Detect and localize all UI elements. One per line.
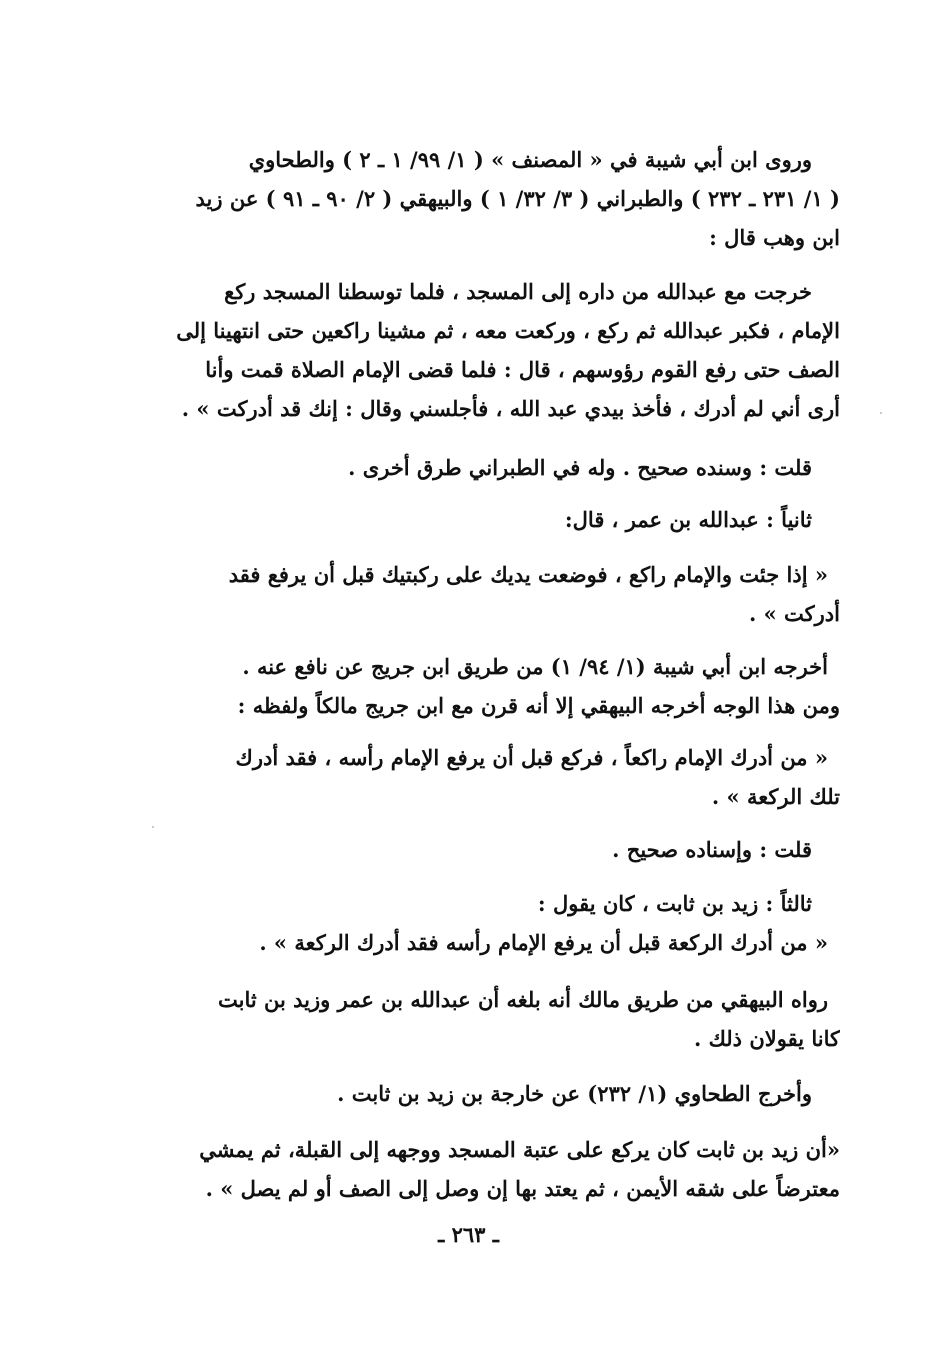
text-line: ثالثاً : زيد بن ثابت ، كان يقول : bbox=[537, 891, 812, 916]
text-line: الإمام ، فكبر عبدالله ثم ركع ، وركعت معه ، ثم مشينا راكعين حتى انتهينا إلى bbox=[176, 318, 840, 343]
text-line: قلت : وإسناده صحيح . bbox=[612, 837, 812, 862]
text-line: ثانياً : عبدالله بن عمر ، قال: bbox=[564, 507, 812, 532]
paragraph-6 bbox=[150, 647, 840, 725]
text-line: ابن وهب قال : bbox=[709, 225, 840, 250]
text-line: ( ١/ ٢٣١ ـ ٢٣٢ ) والطبراني ( ٣/ ٣٢/ ١ ) والبيهقي ( ٢/ ٩٠ ـ ٩١ ) عن زيد bbox=[195, 186, 840, 211]
text-line: « إذا جئت والإمام راكع ، فوضعت يديك على ركبتيك قبل أن يرفع فقد bbox=[228, 562, 828, 587]
paragraph-5 bbox=[150, 555, 840, 633]
text-line: رواه البيهقي من طريق مالك أنه بلغه أن عبدالله بن عمر وزيد بن ثابت bbox=[217, 987, 828, 1012]
paragraph-4 bbox=[150, 500, 840, 539]
text-line: تلك الركعة » . bbox=[711, 784, 840, 809]
text-line: وأخرج الطحاوي (١/ ٢٣٢) عن خارجة بن زيد بن ثابت . bbox=[337, 1081, 812, 1106]
scan-speck bbox=[152, 826, 154, 828]
paragraph-8 bbox=[150, 830, 840, 869]
text-line: الصف حتى رفع القوم رؤوسهم ، قال : فلما قضى الإمام الصلاة قمت وأنا bbox=[205, 357, 840, 382]
text-line: أدركت » . bbox=[748, 601, 840, 626]
paragraph-10 bbox=[150, 980, 840, 1058]
text-line: « من أدرك الإمام راكعاً ، فركع قبل أن يرفع الإمام رأسه ، فقد أدرك bbox=[235, 745, 828, 770]
page-number: ـ ٢٦٣ ـ bbox=[438, 1222, 499, 1247]
text-line: خرجت مع عبدالله من داره إلى المسجد ، فلما توسطنا المسجد ركع bbox=[224, 279, 812, 304]
paragraph-7 bbox=[150, 738, 840, 816]
text-line: ومن هذا الوجه أخرجه البيهقي إلا أنه قرن مع ابن جريج مالكاً ولفظه : bbox=[237, 693, 840, 718]
paragraph-12 bbox=[150, 1130, 840, 1208]
scan-speck bbox=[880, 412, 882, 414]
text-line: وروى ابن أبي شيبة في « المصنف » ( ١/ ٩٩/ ١ ـ ٢ ) والطحاوي bbox=[248, 147, 812, 172]
paragraph-1 bbox=[150, 140, 840, 257]
text-line: أرى أني لم أدرك ، فأخذ بيدي عبد الله ، فأجلسني وقال : إنك قد أدركت » . bbox=[181, 396, 840, 421]
text-line: كانا يقولان ذلك . bbox=[693, 1026, 840, 1051]
text-line: قلت : وسنده صحيح . وله في الطبراني طرق أخرى . bbox=[348, 455, 812, 480]
text-line: معترضاً على شقه الأيمن ، ثم يعتد بها إن وصل إلى الصف أو لم يصل » . bbox=[205, 1176, 840, 1201]
text-line: « من أدرك الركعة قبل أن يرفع الإمام رأسه فقد أدرك الركعة » . bbox=[259, 930, 828, 955]
text-line: أخرجه ابن أبي شيبة (١/ ٩٤/ ١) من طريق ابن جريج عن نافع عنه . bbox=[242, 654, 828, 679]
paragraph-3 bbox=[150, 448, 840, 487]
text-line: «أن زيد بن ثابت كان يركع على عتبة المسجد ووجهه إلى القبلة، ثم يمشي bbox=[199, 1137, 840, 1162]
paragraph-2 bbox=[150, 272, 840, 428]
paragraph-11 bbox=[150, 1074, 840, 1113]
paragraph-9 bbox=[150, 884, 840, 962]
